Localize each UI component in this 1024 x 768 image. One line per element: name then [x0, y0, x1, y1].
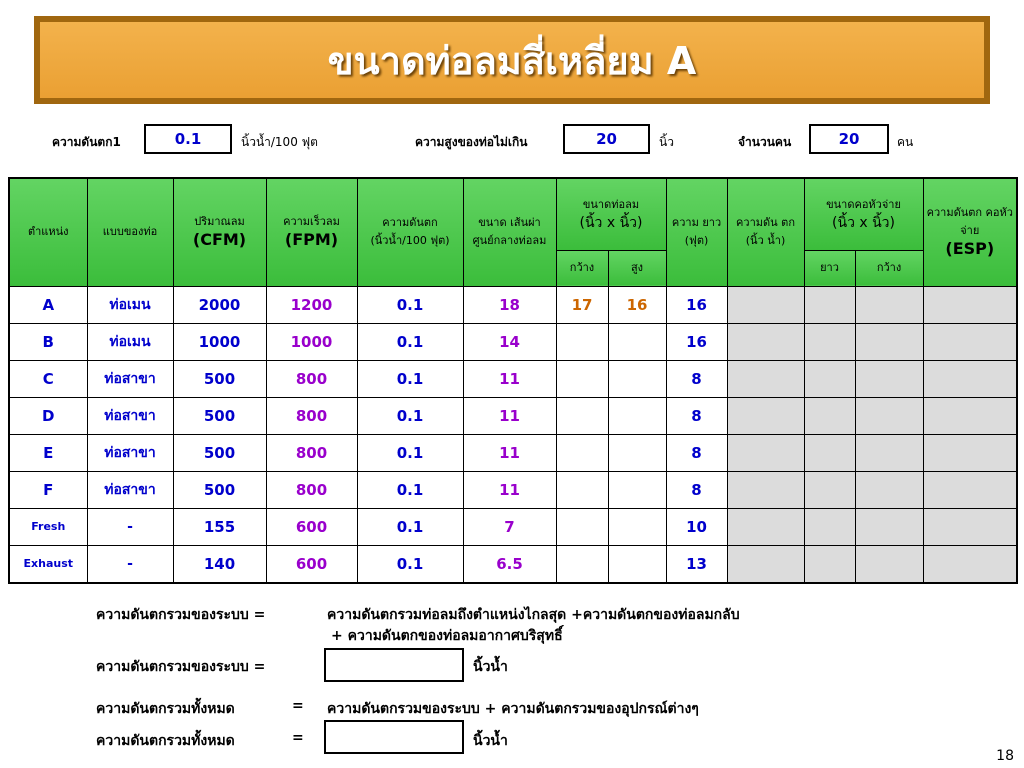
table-row	[9, 286, 1017, 323]
header-duct-size	[556, 178, 666, 250]
cell-outlet-length[interactable]	[804, 286, 855, 323]
header-length: ความ ยาว (ฟุต)	[666, 178, 727, 286]
header-duct-size-unit: (นิ้ว x นิ้ว)	[579, 214, 643, 231]
page-number: 18	[996, 748, 1014, 764]
cell-height	[608, 471, 666, 508]
header-outlet-size-label: ขนาดคอหัวจ่าย	[826, 197, 901, 211]
cell-velocity: 800	[266, 360, 357, 397]
cell-diameter: 11	[463, 397, 556, 434]
formula-total-text: ความดันตกรวมของระบบ + ความดันตกรวมของอุปกรณ์ต่างๆ	[327, 701, 699, 717]
cell-pressure-drop: 0.1	[357, 545, 463, 583]
cell-length: 16	[666, 286, 727, 323]
header-velocity	[266, 178, 357, 286]
title-banner	[34, 16, 990, 104]
cell-length: 13	[666, 545, 727, 583]
cell-outlet-width[interactable]	[855, 545, 923, 583]
title-banner-inner	[40, 22, 984, 98]
header-duct-type: แบบของท่อ	[87, 178, 173, 286]
cell-pressure-loss[interactable]	[727, 323, 804, 360]
cell-diameter: 11	[463, 434, 556, 471]
result-system-label: ความดันตกรวมของระบบ =	[96, 659, 266, 675]
cell-height	[608, 434, 666, 471]
cell-outlet-length[interactable]	[804, 471, 855, 508]
cell-volume: 140	[173, 545, 266, 583]
cell-duct-type: ท่อสาขา	[87, 471, 173, 508]
cell-volume: 1000	[173, 323, 266, 360]
cell-pressure-loss[interactable]	[727, 508, 804, 545]
cell-length: 8	[666, 471, 727, 508]
cell-volume: 2000	[173, 286, 266, 323]
cell-volume: 500	[173, 471, 266, 508]
cell-diameter: 14	[463, 323, 556, 360]
cell-duct-type: ท่อสาขา	[87, 397, 173, 434]
cell-pressure-loss[interactable]	[727, 434, 804, 471]
cell-length: 16	[666, 323, 727, 360]
header-volume	[173, 178, 266, 286]
header-position: ตำแหน่ง	[9, 178, 87, 286]
cell-outlet-length[interactable]	[804, 323, 855, 360]
cell-outlet-width[interactable]	[855, 397, 923, 434]
header-pressure-drop-label: ความดันตก	[382, 216, 438, 230]
cell-duct-type: ท่อเมน	[87, 286, 173, 323]
table-body	[9, 286, 1017, 583]
people-unit: คน	[897, 135, 914, 149]
cell-position: C	[9, 360, 87, 397]
cell-position: A	[9, 286, 87, 323]
cell-outlet-width[interactable]	[855, 323, 923, 360]
cell-position: E	[9, 434, 87, 471]
page-title: ขนาดท่อลมสี่เหลี่ยม A	[327, 38, 697, 83]
cell-esp[interactable]	[923, 508, 1017, 545]
table-row	[9, 471, 1017, 508]
cell-volume: 500	[173, 397, 266, 434]
cell-volume: 500	[173, 360, 266, 397]
cell-diameter: 18	[463, 286, 556, 323]
cell-length: 8	[666, 360, 727, 397]
formula-system-text-2: + ความดันตกของท่อลมอากาศบริสุทธิ์	[331, 628, 563, 644]
result-system-input[interactable]	[324, 648, 464, 682]
cell-pressure-drop: 0.1	[357, 508, 463, 545]
cell-duct-type: ท่อสาขา	[87, 360, 173, 397]
cell-duct-type: -	[87, 508, 173, 545]
cell-pressure-loss[interactable]	[727, 397, 804, 434]
cell-diameter: 11	[463, 471, 556, 508]
duct-size-table	[8, 177, 1018, 584]
header-pressure-drop	[357, 178, 463, 286]
height-label: ความสูงของท่อไม่เกิน	[415, 135, 528, 149]
formula-total-label: ความดันตกรวมทั้งหมด	[96, 701, 235, 717]
header-diameter: ขนาด เส้นผ่าศูนย์กลางท่อลม	[463, 178, 556, 286]
cell-duct-type: ท่อสาขา	[87, 434, 173, 471]
result-total-unit: นิ้วน้ำ	[473, 733, 508, 749]
cell-outlet-length[interactable]	[804, 508, 855, 545]
cell-height	[608, 360, 666, 397]
table-row	[9, 545, 1017, 583]
cell-velocity: 800	[266, 397, 357, 434]
pressure-drop-label: ความดันตก1	[52, 135, 121, 149]
cell-length: 8	[666, 397, 727, 434]
cell-height	[608, 397, 666, 434]
cell-width	[556, 545, 608, 583]
cell-width	[556, 434, 608, 471]
cell-height: 16	[608, 286, 666, 323]
cell-pressure-drop: 0.1	[357, 323, 463, 360]
cell-outlet-width[interactable]	[855, 471, 923, 508]
cell-velocity: 600	[266, 545, 357, 583]
cell-pressure-drop: 0.1	[357, 360, 463, 397]
cell-width	[556, 323, 608, 360]
cell-pressure-drop: 0.1	[357, 286, 463, 323]
cell-length: 8	[666, 434, 727, 471]
cell-duct-type: ท่อเมน	[87, 323, 173, 360]
table-row	[9, 360, 1017, 397]
cell-velocity: 1000	[266, 323, 357, 360]
cell-height	[608, 545, 666, 583]
cell-outlet-width[interactable]	[855, 286, 923, 323]
cell-pressure-drop: 0.1	[357, 434, 463, 471]
header-height: สูง	[608, 250, 666, 286]
header-velocity-unit: (FPM)	[284, 230, 339, 250]
cell-volume: 155	[173, 508, 266, 545]
cell-diameter: 7	[463, 508, 556, 545]
cell-diameter: 11	[463, 360, 556, 397]
result-system-unit: นิ้วน้ำ	[473, 659, 508, 675]
people-label: จำนวนคน	[738, 135, 792, 149]
cell-pressure-loss[interactable]	[727, 471, 804, 508]
cell-width	[556, 360, 608, 397]
header-pressure-loss: ความดัน ตก (นิ้ว น้ำ)	[727, 178, 804, 286]
header-esp-label: ความดันตก คอหัวจ่าย	[926, 206, 1013, 238]
cell-duct-type: -	[87, 545, 173, 583]
cell-height	[608, 323, 666, 360]
cell-outlet-length[interactable]	[804, 434, 855, 471]
header-outlet-width: กว้าง	[855, 250, 923, 286]
cell-outlet-length[interactable]	[804, 397, 855, 434]
cell-volume: 500	[173, 434, 266, 471]
cell-esp[interactable]	[923, 434, 1017, 471]
result-total-eq: =	[292, 730, 304, 746]
cell-outlet-width[interactable]	[855, 434, 923, 471]
cell-position: F	[9, 471, 87, 508]
header-duct-size-label: ขนาดท่อลม	[582, 197, 640, 211]
cell-velocity: 600	[266, 508, 357, 545]
height-input[interactable]: 20	[563, 124, 650, 154]
cell-esp[interactable]	[923, 286, 1017, 323]
height-unit: นิ้ว	[659, 135, 674, 149]
cell-outlet-length[interactable]	[804, 360, 855, 397]
formula-system-text: ความดันตกรวมท่อลมถึงตำแหน่งไกลสุด +ความดันตกของท่อลมกลับ	[327, 607, 740, 623]
cell-outlet-length[interactable]	[804, 545, 855, 583]
cell-esp[interactable]	[923, 471, 1017, 508]
result-total-label: ความดันตกรวมทั้งหมด	[96, 733, 235, 749]
cell-pressure-loss[interactable]	[727, 545, 804, 583]
cell-width	[556, 397, 608, 434]
table-row	[9, 508, 1017, 545]
cell-pressure-drop: 0.1	[357, 397, 463, 434]
cell-outlet-width[interactable]	[855, 360, 923, 397]
cell-esp[interactable]	[923, 545, 1017, 583]
table-row	[9, 397, 1017, 434]
cell-outlet-width[interactable]	[855, 508, 923, 545]
cell-height	[608, 508, 666, 545]
cell-velocity: 800	[266, 471, 357, 508]
cell-width: 17	[556, 286, 608, 323]
cell-position: B	[9, 323, 87, 360]
input-row	[0, 124, 1024, 156]
table-row	[9, 434, 1017, 471]
cell-diameter: 6.5	[463, 545, 556, 583]
cell-esp[interactable]	[923, 360, 1017, 397]
cell-pressure-loss[interactable]	[727, 360, 804, 397]
cell-velocity: 800	[266, 434, 357, 471]
header-volume-label: ปริมาณลม	[194, 215, 245, 229]
cell-length: 10	[666, 508, 727, 545]
header-esp-unit: (ESP)	[945, 239, 995, 259]
result-total-input[interactable]	[324, 720, 464, 754]
header-velocity-label: ความเร็วลม	[283, 215, 340, 229]
header-esp	[923, 178, 1017, 286]
header-outlet-size-unit: (นิ้ว x นิ้ว)	[832, 214, 896, 231]
cell-width	[556, 471, 608, 508]
header-width: กว้าง	[556, 250, 608, 286]
pressure-drop-unit: นิ้วน้ำ/100 ฟุต	[241, 135, 318, 149]
cell-position: D	[9, 397, 87, 434]
cell-esp[interactable]	[923, 323, 1017, 360]
cell-esp[interactable]	[923, 397, 1017, 434]
formula-system-label: ความดันตกรวมของระบบ =	[96, 607, 266, 623]
cell-pressure-drop: 0.1	[357, 471, 463, 508]
cell-pressure-loss[interactable]	[727, 286, 804, 323]
header-outlet-length: ยาว	[804, 250, 855, 286]
cell-position: Fresh	[9, 508, 87, 545]
table-row	[9, 323, 1017, 360]
cell-velocity: 1200	[266, 286, 357, 323]
header-outlet-size	[804, 178, 923, 250]
formula-total-eq: =	[292, 698, 304, 714]
header-volume-unit: (CFM)	[192, 230, 247, 250]
people-input[interactable]: 20	[809, 124, 889, 154]
cell-width	[556, 508, 608, 545]
header-pressure-drop-unit: (นิ้วน้ำ/100 ฟุต)	[370, 234, 450, 248]
cell-position: Exhaust	[9, 545, 87, 583]
pressure-drop-input[interactable]: 0.1	[144, 124, 232, 154]
